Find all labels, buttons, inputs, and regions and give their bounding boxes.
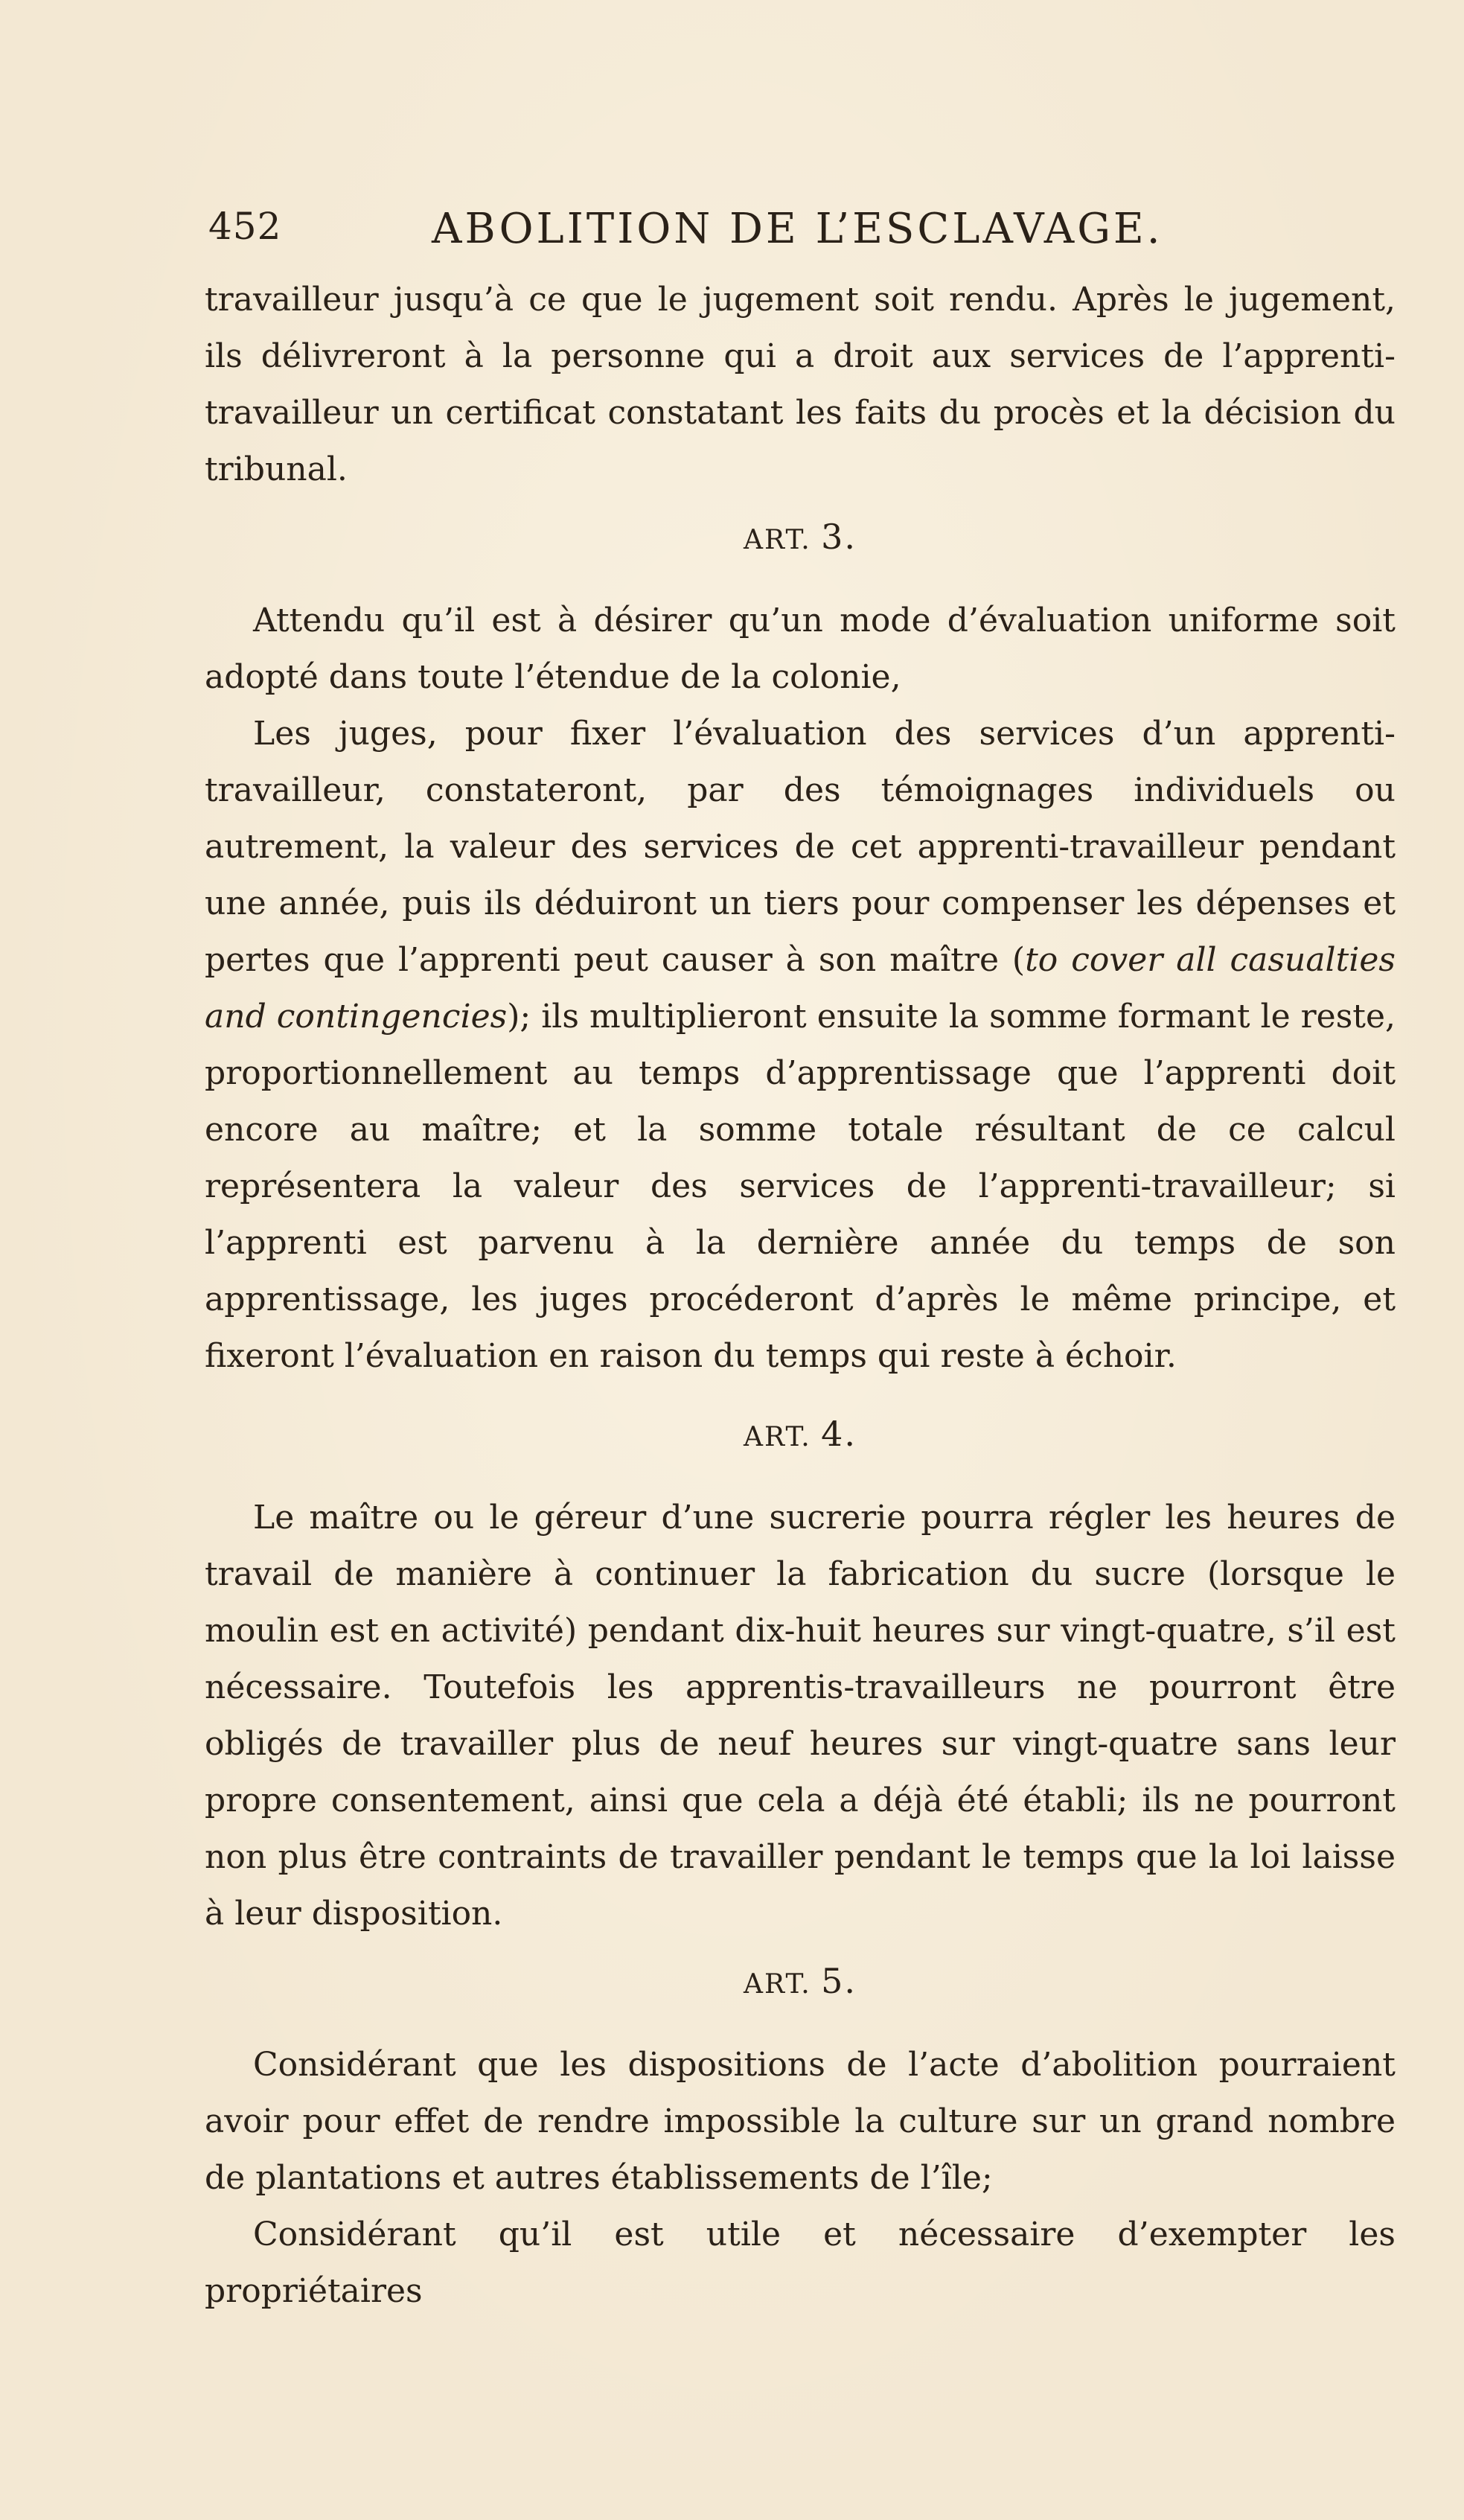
article-label: ART.	[744, 1969, 811, 2000]
article-number: 3.	[821, 517, 857, 557]
page-number: 452	[208, 205, 282, 248]
paragraph-3-part-a: Les juges, pour fixer l’évaluation des services d’un apprenti-travailleur, constateront, par des témoignages individuels ou autrement, la valeur des services de cet apprenti-travailleur pendant une année, puis ils déduiront un tiers pour compenser les dépenses et pertes que l’apprenti peut causer à son maître (	[205, 715, 1396, 979]
article-label: ART.	[744, 1422, 811, 1452]
paragraph-3-english-phrase: to cover all casualties and contingencies	[205, 941, 1396, 1036]
paragraph-6: Considérant qu’il est utile et nécessaire d’exempter les propriétaires	[205, 2216, 1396, 2310]
paragraph-1: travailleur jusqu’à ce que le jugement soit rendu. Après le jugement, ils délivreront à la personne qui a droit aux services de l’apprenti-travailleur un certificat constatant les faits du procès et la décision du tribunal.	[205, 281, 1396, 488]
article-number: 4.	[821, 1414, 857, 1454]
paragraph-3	[205, 706, 1396, 1385]
page-body	[205, 272, 1396, 2320]
article-label: ART.	[744, 525, 811, 555]
article-number: 5.	[821, 1961, 857, 2001]
paragraph-2: Attendu qu’il est à désirer qu’un mode d’évaluation uniforme soit adopté dans toute l’étendue de la colonie,	[205, 602, 1396, 696]
paragraph-5: Considérant que les dispositions de l’acte d’abolition pourraient avoir pour effet de rendre impossible la culture sur un grand nombre de plantations et autres établissements de l’île;	[205, 2046, 1396, 2197]
article-5-heading	[205, 1953, 1396, 2013]
article-4-heading	[205, 1406, 1396, 1466]
paragraph-3-part-b: ); ils multiplieront ensuite la somme formant le reste, proportionnellement au temps d’apprentissage que l’apprenti doit encore au maître; et la somme totale résultant de ce calcul représentera la valeur des services de l’apprenti-travailleur; si l’apprenti est parvenu à la dernière année du temps de son apprentissage, les juges procéderont d’après le même principe, et fixeront l’évaluation en raison du temps qui reste à échoir.	[205, 998, 1396, 1375]
paragraph-4: Le maître ou le géreur d’une sucrerie pourra régler les heures de travail de manière à continuer la fabrication du sucre (lorsque le moulin est en activité) pendant dix-huit heures sur vingt-quatre, s’il est nécessaire. Toutefois les apprentis-travailleurs ne pourront être obligés de travailler plus de neuf heures sur vingt-quatre sans leur propre consentement, ainsi que cela a déjà été établi; ils ne pourront non plus être contraints de travailler pendant le temps que la loi laisse à leur disposition.	[205, 1499, 1396, 1933]
article-3-heading	[205, 508, 1396, 569]
running-title: ABOLITION DE L’ESCLAVAGE.	[432, 205, 1163, 253]
page-header	[208, 205, 1414, 264]
